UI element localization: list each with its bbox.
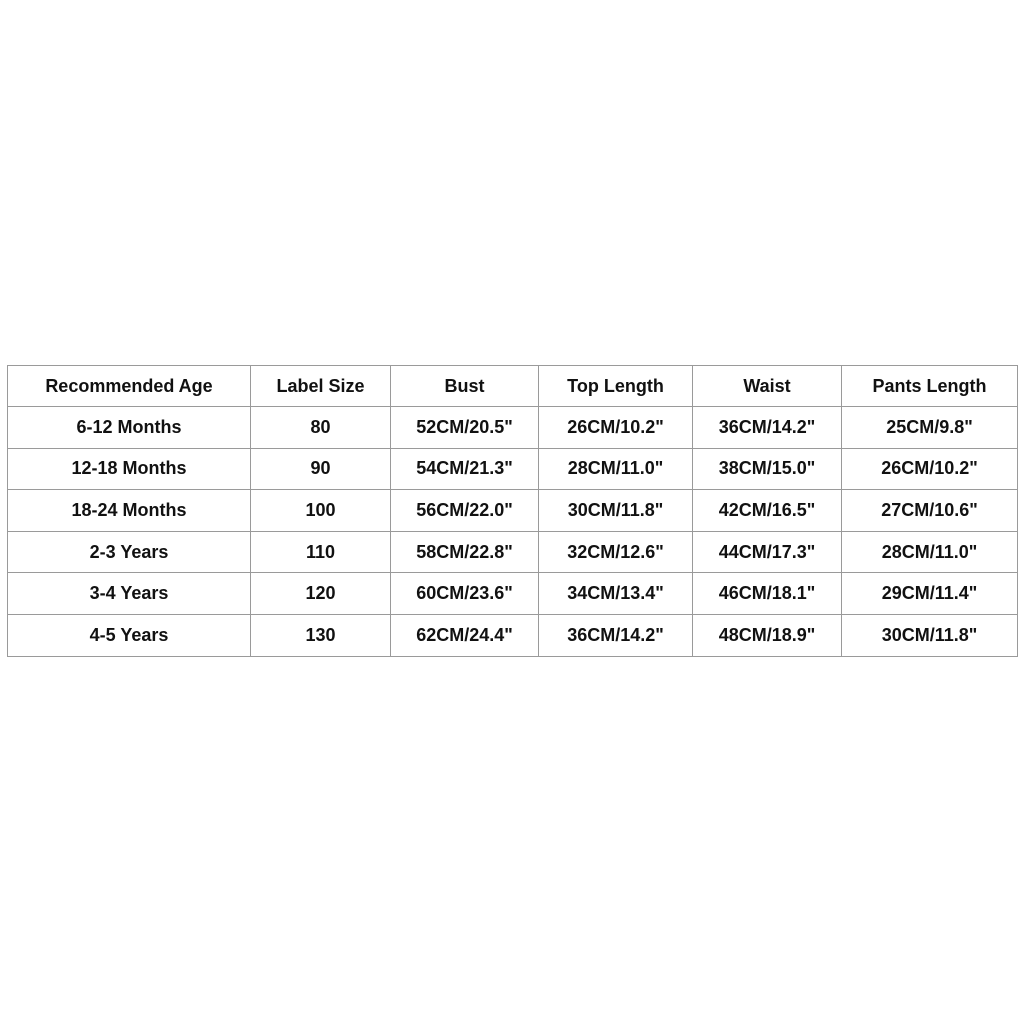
cell-top-length: 32CM/12.6" bbox=[539, 531, 693, 573]
cell-bust: 56CM/22.0" bbox=[391, 490, 539, 532]
cell-age: 18-24 Months bbox=[8, 490, 251, 532]
cell-waist: 44CM/17.3" bbox=[693, 531, 842, 573]
cell-label-size: 130 bbox=[251, 614, 391, 656]
cell-top-length: 26CM/10.2" bbox=[539, 407, 693, 449]
cell-waist: 42CM/16.5" bbox=[693, 490, 842, 532]
cell-pants-length: 28CM/11.0" bbox=[842, 531, 1018, 573]
cell-top-length: 30CM/11.8" bbox=[539, 490, 693, 532]
header-waist: Waist bbox=[693, 366, 842, 407]
cell-waist: 46CM/18.1" bbox=[693, 573, 842, 615]
cell-pants-length: 30CM/11.8" bbox=[842, 614, 1018, 656]
table-header-row bbox=[8, 366, 1018, 407]
header-pants-length: Pants Length bbox=[842, 366, 1018, 407]
cell-bust: 54CM/21.3" bbox=[391, 448, 539, 490]
cell-waist: 38CM/15.0" bbox=[693, 448, 842, 490]
header-top-length: Top Length bbox=[539, 366, 693, 407]
table-row bbox=[8, 531, 1018, 573]
cell-pants-length: 25CM/9.8" bbox=[842, 407, 1018, 449]
table-row bbox=[8, 614, 1018, 656]
cell-top-length: 28CM/11.0" bbox=[539, 448, 693, 490]
cell-pants-length: 26CM/10.2" bbox=[842, 448, 1018, 490]
cell-pants-length: 29CM/11.4" bbox=[842, 573, 1018, 615]
header-recommended-age: Recommended Age bbox=[8, 366, 251, 407]
cell-label-size: 100 bbox=[251, 490, 391, 532]
cell-bust: 60CM/23.6" bbox=[391, 573, 539, 615]
cell-label-size: 110 bbox=[251, 531, 391, 573]
cell-age: 2-3 Years bbox=[8, 531, 251, 573]
table-row bbox=[8, 573, 1018, 615]
cell-age: 3-4 Years bbox=[8, 573, 251, 615]
cell-pants-length: 27CM/10.6" bbox=[842, 490, 1018, 532]
cell-label-size: 80 bbox=[251, 407, 391, 449]
cell-bust: 52CM/20.5" bbox=[391, 407, 539, 449]
cell-top-length: 36CM/14.2" bbox=[539, 614, 693, 656]
header-label-size: Label Size bbox=[251, 366, 391, 407]
cell-waist: 36CM/14.2" bbox=[693, 407, 842, 449]
cell-age: 4-5 Years bbox=[8, 614, 251, 656]
cell-bust: 58CM/22.8" bbox=[391, 531, 539, 573]
cell-age: 6-12 Months bbox=[8, 407, 251, 449]
cell-top-length: 34CM/13.4" bbox=[539, 573, 693, 615]
cell-waist: 48CM/18.9" bbox=[693, 614, 842, 656]
size-chart-table bbox=[7, 365, 1018, 657]
cell-age: 12-18 Months bbox=[8, 448, 251, 490]
header-bust: Bust bbox=[391, 366, 539, 407]
cell-bust: 62CM/24.4" bbox=[391, 614, 539, 656]
table-row bbox=[8, 407, 1018, 449]
table-row bbox=[8, 490, 1018, 532]
table-row bbox=[8, 448, 1018, 490]
cell-label-size: 90 bbox=[251, 448, 391, 490]
cell-label-size: 120 bbox=[251, 573, 391, 615]
